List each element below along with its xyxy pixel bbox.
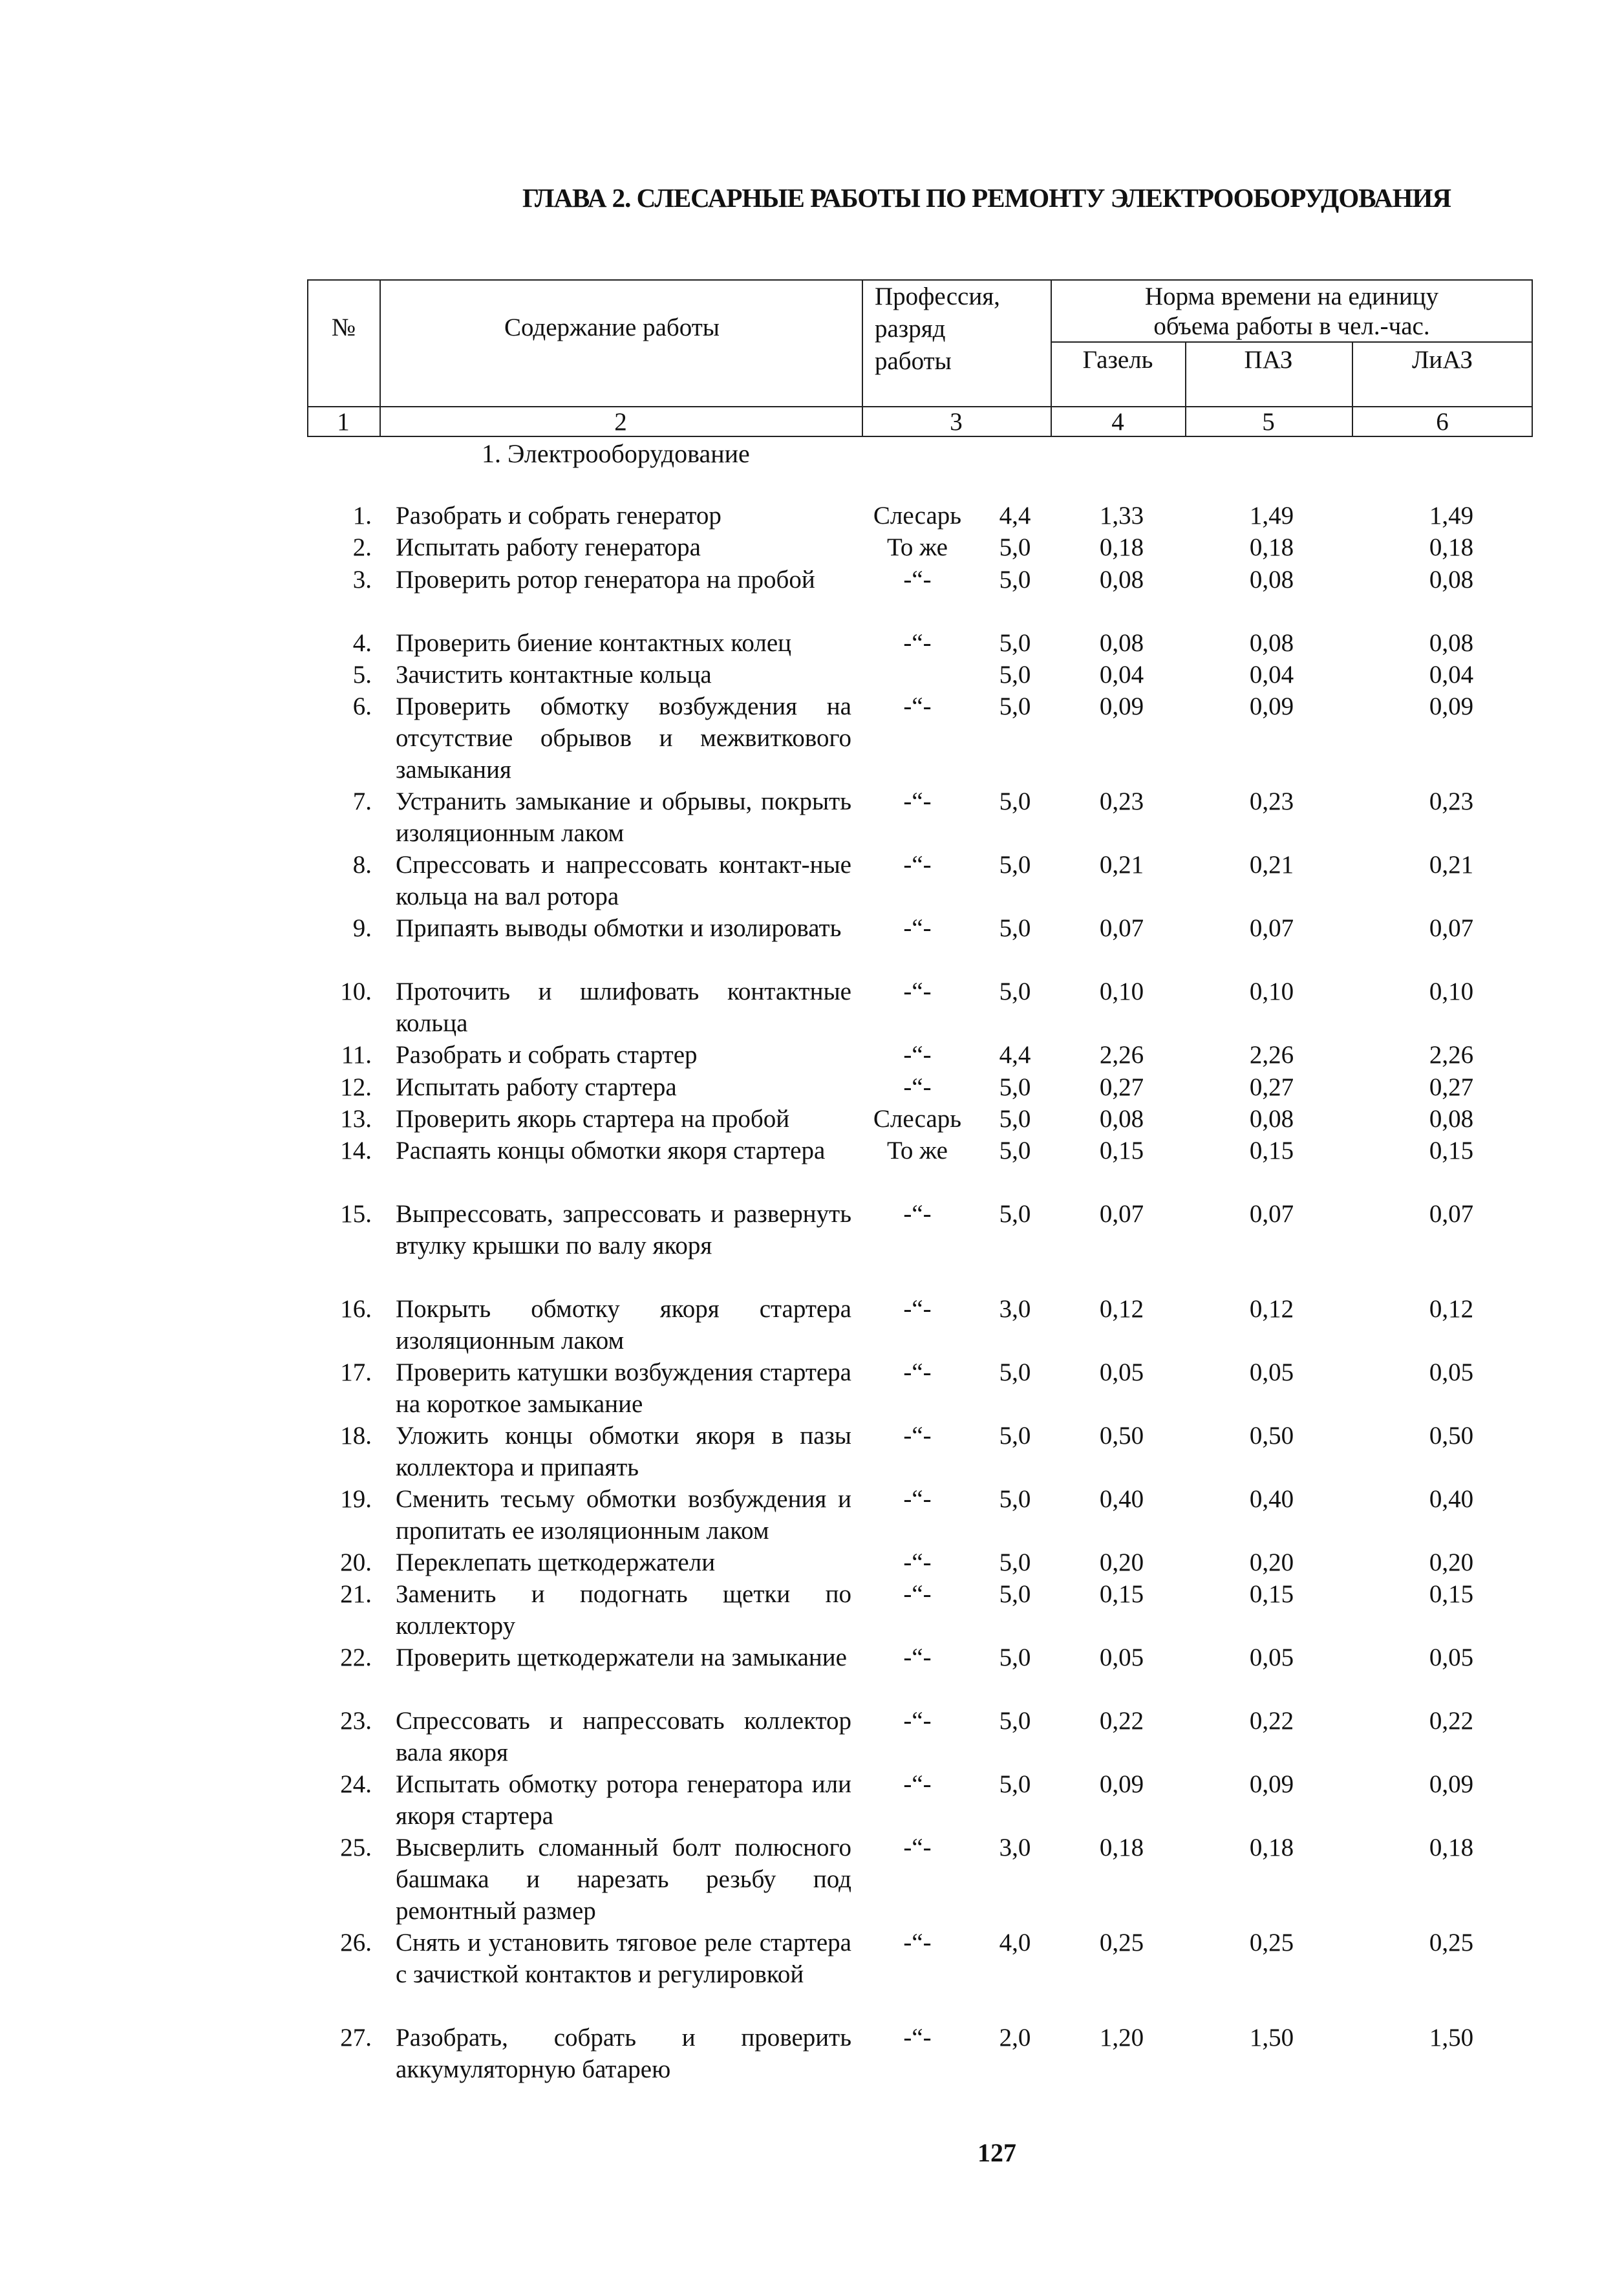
- cell-liaz: 0,15: [1429, 1137, 1474, 1164]
- cell-desc: Испытать обмотку ротора генератора или якоря стартера: [396, 1770, 851, 1830]
- cell-liaz: 0,08: [1429, 1105, 1474, 1133]
- cell-paz: 0,04: [1249, 661, 1294, 689]
- cell-desc: Сменить тесьму обмотки возбуждения и пропитать ее изоляционным лаком: [396, 1485, 851, 1545]
- cell-prof: -“-: [903, 2024, 932, 2052]
- col-number: 3: [950, 408, 963, 436]
- cell-gaz: 0,15: [1099, 1580, 1144, 1608]
- cell-prof: -“-: [903, 1422, 932, 1450]
- col-number: 4: [1111, 408, 1124, 436]
- header-vehicle-gazel: Газель: [1082, 346, 1153, 374]
- cell-gaz: 0,05: [1099, 1644, 1144, 1671]
- cell-paz: 0,05: [1249, 1358, 1294, 1386]
- cell-paz: 1,49: [1249, 502, 1294, 530]
- cell-liaz: 0,18: [1429, 1834, 1474, 1861]
- cell-gaz: 0,18: [1099, 533, 1144, 561]
- cell-grade: 5,0: [999, 1422, 1031, 1450]
- cell-liaz: 0,05: [1429, 1644, 1474, 1671]
- cell-grade: 5,0: [999, 978, 1031, 1005]
- cell-desc: Разобрать и собрать генератор: [396, 502, 721, 530]
- cell-paz: 0,08: [1249, 629, 1294, 657]
- col-number: 5: [1262, 408, 1275, 436]
- header-vehicle-liaz: ЛиАЗ: [1411, 346, 1473, 374]
- chapter-title: ГЛАВА 2. СЛЕСАРНЫЕ РАБОТЫ ПО РЕМОНТУ ЭЛЕКТРООБОРУДОВАНИЯ: [522, 183, 1451, 213]
- cell-liaz: 0,15: [1429, 1580, 1474, 1608]
- cell-liaz: 0,25: [1429, 1929, 1474, 1956]
- cell-liaz: 0,05: [1429, 1358, 1474, 1386]
- cell-prof: -“-: [903, 1200, 932, 1228]
- cell-num: 20.: [340, 1549, 372, 1576]
- cell-grade: 5,0: [999, 1580, 1031, 1608]
- cell-liaz: 0,20: [1429, 1549, 1474, 1576]
- cell-prof: -“-: [903, 1041, 932, 1069]
- cell-prof: Слесарь: [873, 1105, 962, 1133]
- cell-prof: То же: [887, 1137, 948, 1164]
- cell-desc: Припаять выводы обмотки и изолировать: [396, 914, 842, 942]
- cell-desc: Устранить замыкание и обрывы, покрыть изоляционным лаком: [396, 788, 851, 847]
- cell-paz: 0,08: [1249, 1105, 1294, 1133]
- cell-prof: -“-: [903, 851, 932, 879]
- cell-gaz: 0,15: [1099, 1137, 1144, 1164]
- cell-prof: То же: [887, 533, 948, 561]
- cell-prof: -“-: [903, 1770, 932, 1798]
- cell-paz: 2,26: [1249, 1041, 1294, 1069]
- cell-num: 24.: [340, 1770, 372, 1798]
- cell-gaz: 0,08: [1099, 629, 1144, 657]
- cell-num: 10.: [340, 978, 372, 1005]
- cell-num: 5.: [352, 661, 372, 689]
- cell-desc: Проверить биение контактных колец: [396, 629, 792, 657]
- cell-paz: 0,15: [1249, 1137, 1294, 1164]
- cell-num: 1.: [352, 502, 372, 530]
- cell-desc: Испытать работу стартера: [396, 1073, 677, 1101]
- cell-grade: 5,0: [999, 533, 1031, 561]
- cell-prof: -“-: [903, 1929, 932, 1956]
- cell-liaz: 0,07: [1429, 914, 1474, 942]
- cell-gaz: 0,09: [1099, 692, 1144, 720]
- cell-grade: 5,0: [999, 692, 1031, 720]
- header-content: Содержание работы: [504, 314, 720, 341]
- cell-grade: 2,0: [999, 2024, 1031, 2052]
- cell-prof: -“-: [903, 1358, 932, 1386]
- cell-num: 15.: [340, 1200, 372, 1228]
- cell-num: 6.: [352, 692, 372, 720]
- cell-desc: Заменить и подогнать щетки по коллектору: [396, 1580, 851, 1640]
- cell-grade: 5,0: [999, 1770, 1031, 1798]
- cell-liaz: 2,26: [1429, 1041, 1474, 1069]
- cell-liaz: 0,04: [1429, 661, 1474, 689]
- col-number: 2: [614, 408, 627, 436]
- cell-paz: 0,07: [1249, 914, 1294, 942]
- cell-num: 12.: [340, 1073, 372, 1101]
- cell-prof: -“-: [903, 1295, 932, 1323]
- cell-desc: Зачистить контактные кольца: [396, 661, 712, 689]
- cell-liaz: 0,18: [1429, 533, 1474, 561]
- cell-desc: Спрессовать и напрессовать коллектор вала якоря: [396, 1707, 851, 1766]
- cell-liaz: 0,09: [1429, 692, 1474, 720]
- cell-prof: -“-: [903, 914, 932, 942]
- cell-paz: 0,40: [1249, 1485, 1294, 1513]
- cell-num: 18.: [340, 1422, 372, 1450]
- cell-liaz: 0,10: [1429, 978, 1474, 1005]
- cell-num: 22.: [340, 1644, 372, 1671]
- cell-grade: 5,0: [999, 629, 1031, 657]
- cell-desc: Покрыть обмотку якоря стартера изоляционным лаком: [396, 1295, 851, 1355]
- cell-paz: 0,05: [1249, 1644, 1294, 1671]
- cell-num: 11.: [341, 1041, 372, 1069]
- cell-paz: 0,50: [1249, 1422, 1294, 1450]
- cell-desc: Проверить щеткодержатели на замыкание: [396, 1644, 847, 1671]
- cell-liaz: 0,21: [1429, 851, 1474, 879]
- cell-paz: 0,12: [1249, 1295, 1294, 1323]
- cell-grade: 5,0: [999, 1644, 1031, 1671]
- header-profession-line: работы: [875, 347, 952, 375]
- cell-num: 14.: [340, 1137, 372, 1164]
- cell-gaz: 0,07: [1099, 1200, 1144, 1228]
- cell-grade: 5,0: [999, 1105, 1031, 1133]
- header-no: №: [332, 314, 356, 341]
- cell-gaz: 0,22: [1099, 1707, 1144, 1735]
- cell-num: 4.: [352, 629, 372, 657]
- cell-grade: 5,0: [999, 851, 1031, 879]
- cell-desc: Спрессовать и напрессовать контакт-ные кольца на вал ротора: [396, 851, 851, 910]
- cell-desc: Испытать работу генератора: [396, 533, 701, 561]
- header-profession-line: Профессия,: [875, 283, 1000, 310]
- cell-paz: 0,25: [1249, 1929, 1294, 1956]
- cell-gaz: 0,05: [1099, 1358, 1144, 1386]
- cell-grade: 5,0: [999, 1707, 1031, 1735]
- cell-gaz: 0,07: [1099, 914, 1144, 942]
- cell-liaz: 0,08: [1429, 566, 1474, 594]
- cell-desc: Проверить якорь стартера на пробой: [396, 1105, 790, 1133]
- cell-grade: 5,0: [999, 1358, 1031, 1386]
- cell-prof: -“-: [903, 692, 932, 720]
- cell-liaz: 0,27: [1429, 1073, 1474, 1101]
- cell-paz: 0,21: [1249, 851, 1294, 879]
- cell-desc: Разобрать, собрать и проверить аккумуляторную батарею: [396, 2024, 851, 2083]
- cell-grade: 3,0: [999, 1295, 1031, 1323]
- cell-paz: 0,09: [1249, 1770, 1294, 1798]
- cell-paz: 0,15: [1249, 1580, 1294, 1608]
- cell-grade: 5,0: [999, 788, 1031, 815]
- cell-desc: Проверить обмотку возбуждения на отсутствие обрывов и межвиткового замыкания: [396, 692, 851, 784]
- cell-num: 7.: [352, 788, 372, 815]
- cell-paz: 0,27: [1249, 1073, 1294, 1101]
- cell-paz: 0,22: [1249, 1707, 1294, 1735]
- cell-grade: 4,4: [999, 502, 1031, 530]
- cell-grade: 5,0: [999, 661, 1031, 689]
- cell-gaz: 1,20: [1099, 2024, 1144, 2052]
- cell-liaz: 0,22: [1429, 1707, 1474, 1735]
- cell-paz: 0,10: [1249, 978, 1294, 1005]
- cell-gaz: 0,40: [1099, 1485, 1144, 1513]
- cell-gaz: 0,20: [1099, 1549, 1144, 1576]
- cell-grade: 5,0: [999, 1137, 1031, 1164]
- cell-num: 21.: [340, 1580, 372, 1608]
- cell-num: 2.: [352, 533, 372, 561]
- cell-num: 8.: [352, 851, 372, 879]
- section-title: 1. Электрооборудование: [482, 439, 750, 468]
- cell-gaz: 0,10: [1099, 978, 1144, 1005]
- cell-prof: Слесарь: [873, 502, 962, 530]
- cell-desc: Снять и установить тяговое реле стартера с зачисткой контактов и регулировкой: [396, 1929, 851, 1988]
- header-norm-line: Норма времени на единицу: [1144, 283, 1439, 310]
- cell-gaz: 0,08: [1099, 566, 1144, 594]
- cell-num: 13.: [340, 1105, 372, 1133]
- cell-liaz: 0,08: [1429, 629, 1474, 657]
- cell-paz: 0,18: [1249, 1834, 1294, 1861]
- cell-gaz: 0,23: [1099, 788, 1144, 815]
- cell-paz: 0,20: [1249, 1549, 1294, 1576]
- cell-num: 25.: [340, 1834, 372, 1861]
- header-profession-line: разряд: [875, 315, 946, 343]
- cell-gaz: 0,04: [1099, 661, 1144, 689]
- cell-liaz: 1,50: [1429, 2024, 1474, 2052]
- cell-grade: 4,4: [999, 1041, 1031, 1069]
- cell-gaz: 0,08: [1099, 1105, 1144, 1133]
- cell-desc: Проверить катушки возбуждения стартера на короткое замыкание: [396, 1358, 851, 1418]
- cell-paz: 0,18: [1249, 533, 1294, 561]
- cell-paz: 0,08: [1249, 566, 1294, 594]
- cell-desc: Распаять концы обмотки якоря стартера: [396, 1137, 826, 1164]
- cell-liaz: 1,49: [1429, 502, 1474, 530]
- cell-grade: 3,0: [999, 1834, 1031, 1861]
- cell-desc: Проточить и шлифовать контактные кольца: [396, 978, 851, 1037]
- header-norm-line: объема работы в чел.-час.: [1153, 312, 1430, 340]
- cell-desc: Высверлить сломанный болт полюсного башмака и нарезать резьбу под ремонтный размер: [396, 1834, 851, 1925]
- cell-num: 17.: [340, 1358, 372, 1386]
- cell-liaz: 0,50: [1429, 1422, 1474, 1450]
- cell-gaz: 0,12: [1099, 1295, 1144, 1323]
- cell-prof: -“-: [903, 1580, 932, 1608]
- cell-liaz: 0,40: [1429, 1485, 1474, 1513]
- cell-desc: Разобрать и собрать стартер: [396, 1041, 698, 1069]
- cell-gaz: 0,18: [1099, 1834, 1144, 1861]
- cell-prof: -“-: [903, 1073, 932, 1101]
- header-vehicle-paz: ПАЗ: [1244, 346, 1293, 374]
- cell-num: 3.: [352, 566, 372, 594]
- cell-gaz: 2,26: [1099, 1041, 1144, 1069]
- cell-prof: -“-: [903, 566, 932, 594]
- table-header: [307, 279, 1533, 437]
- cell-num: 16.: [340, 1295, 372, 1323]
- cell-paz: 0,23: [1249, 788, 1294, 815]
- col-number: 1: [337, 408, 350, 436]
- cell-prof: -“-: [903, 1834, 932, 1861]
- cell-liaz: 0,07: [1429, 1200, 1474, 1228]
- cell-liaz: 0,12: [1429, 1295, 1474, 1323]
- cell-desc: Переклепать щеткодержатели: [396, 1549, 716, 1576]
- cell-grade: 5,0: [999, 1549, 1031, 1576]
- col-number: 6: [1436, 408, 1449, 436]
- cell-num: 9.: [352, 914, 372, 942]
- cell-grade: 5,0: [999, 1485, 1031, 1513]
- cell-desc: Проверить ротор генератора на пробой: [396, 566, 815, 594]
- cell-prof: -“-: [903, 788, 932, 815]
- cell-gaz: 0,09: [1099, 1770, 1144, 1798]
- cell-paz: 0,07: [1249, 1200, 1294, 1228]
- cell-desc: Выпрессовать, запрессовать и развернуть втулку крышки по валу якоря: [396, 1200, 851, 1259]
- cell-gaz: 0,21: [1099, 851, 1144, 879]
- cell-prof: -“-: [903, 1707, 932, 1735]
- cell-gaz: 0,50: [1099, 1422, 1144, 1450]
- cell-paz: 0,09: [1249, 692, 1294, 720]
- cell-grade: 5,0: [999, 914, 1031, 942]
- cell-paz: 1,50: [1249, 2024, 1294, 2052]
- cell-gaz: 0,25: [1099, 1929, 1144, 1956]
- cell-grade: 4,0: [999, 1929, 1031, 1956]
- cell-gaz: 1,33: [1099, 502, 1144, 530]
- cell-prof: -“-: [903, 1485, 932, 1513]
- cell-liaz: 0,09: [1429, 1770, 1474, 1798]
- cell-num: 23.: [340, 1707, 372, 1735]
- cell-prof: -“-: [903, 1644, 932, 1671]
- cell-num: 27.: [340, 2024, 372, 2052]
- cell-prof: -“-: [903, 629, 932, 657]
- cell-num: 19.: [340, 1485, 372, 1513]
- cell-liaz: 0,23: [1429, 788, 1474, 815]
- cell-num: 26.: [340, 1929, 372, 1956]
- cell-prof: -“-: [903, 1549, 932, 1576]
- cell-grade: 5,0: [999, 1200, 1031, 1228]
- cell-prof: -“-: [903, 978, 932, 1005]
- cell-desc: Уложить концы обмотки якоря в пазы коллектора и припаять: [396, 1422, 851, 1481]
- cell-grade: 5,0: [999, 566, 1031, 594]
- cell-grade: 5,0: [999, 1073, 1031, 1101]
- page-number: 127: [978, 2138, 1016, 2167]
- cell-gaz: 0,27: [1099, 1073, 1144, 1101]
